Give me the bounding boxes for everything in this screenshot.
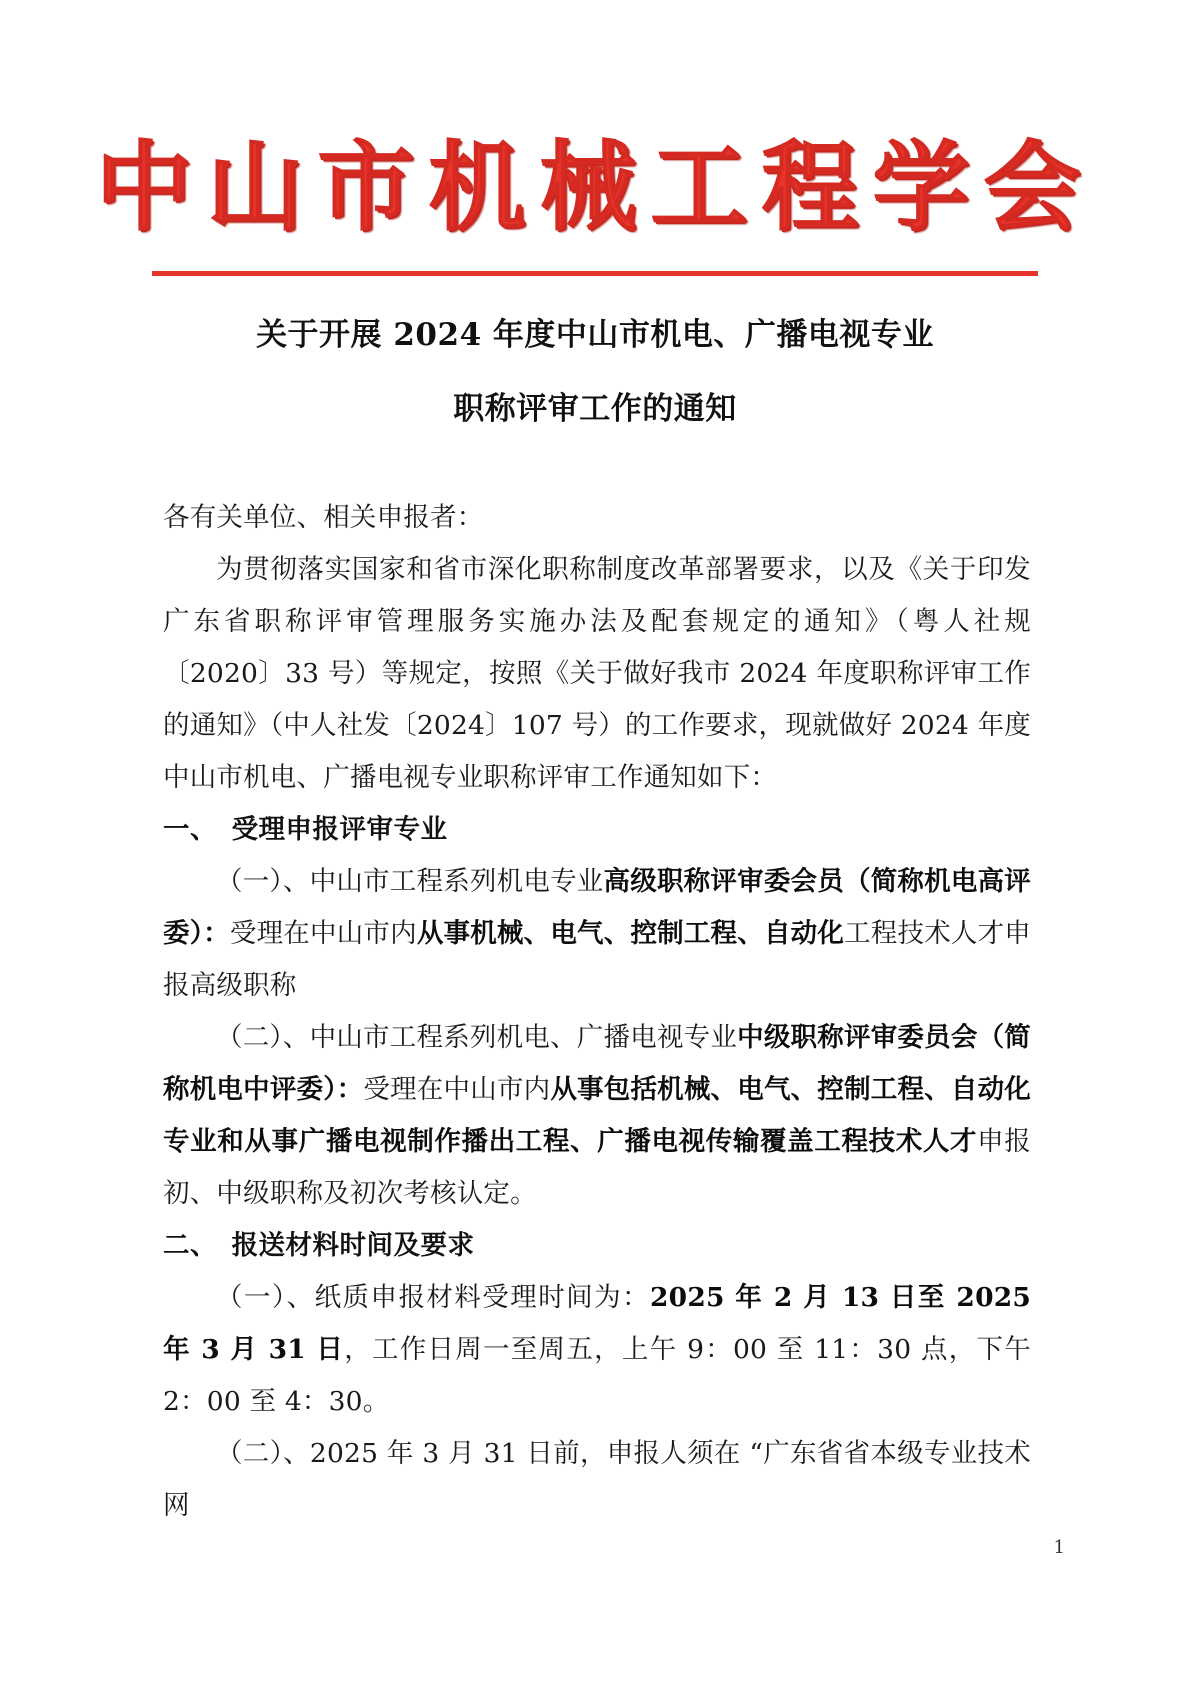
item-text-emphasis: 2025 年 2 月 13 日至 2025 年 3 月 31 日: [163, 1282, 1031, 1365]
section-title: 受理申报评审专业: [231, 814, 448, 845]
document-body: [163, 492, 1031, 1532]
section-item: [163, 1428, 1031, 1532]
item-label: （一）、: [216, 1282, 315, 1313]
item-text: 纸质申报材料受理时间为：: [314, 1282, 651, 1313]
title-line-2: 职称评审工作的通知: [453, 391, 737, 427]
section-number: 二、: [163, 1230, 217, 1261]
item-text-emphasis: 高级职称评审委会员（简称机电高评委）：: [163, 866, 1031, 949]
section-item: [163, 1012, 1031, 1220]
item-text: ，工作日周一至周五，上午 9：00 至 11：30 点，下午 2：00 至 4：30。: [163, 1334, 1031, 1417]
section-heading: [163, 804, 1031, 856]
intro-paragraph: 为贯彻落实国家和省市深化职称制度改革部署要求，以及《关于印发广东省职称评审管理服务实施办法及配套规定的通知》（粤人社规〔2020〕33 号）等规定，按照《关于做好我市 2024 年度职称评审工作的通知》（中人社发〔2024〕107 号）的工作要求，现就做好 2024 年度中山市机电、广播电视专业职称评审工作通知如下：: [163, 554, 1031, 793]
page-number: 1: [1053, 1537, 1065, 1558]
item-text: 2025 年 3 月 31 日前，申报人须在 “广东省省本级专业技术网: [163, 1438, 1031, 1521]
section-item: [163, 1272, 1031, 1428]
page-title: [0, 298, 1190, 446]
item-label: （一）、: [216, 866, 310, 897]
masthead: [0, 130, 1190, 244]
section-number: 一、: [163, 814, 217, 845]
section-heading: [163, 1220, 1031, 1272]
item-label: （二）、: [216, 1022, 310, 1053]
item-text: 受理在中山市内: [229, 918, 417, 949]
item-text-emphasis: 从事机械、电气、控制工程、自动化: [416, 918, 845, 949]
item-text: 工程技术人才申报高级职称: [163, 918, 1032, 1001]
section-list: [163, 804, 1031, 1532]
item-text: 中山市工程系列机电、广播电视专业: [309, 1022, 738, 1053]
organization-name: 中山市机械工程学会: [95, 130, 1095, 244]
salutation: 各有关单位、相关申报者：: [163, 502, 484, 533]
section-title: 报送材料时间及要求: [231, 1230, 475, 1261]
item-text: 中山市工程系列机电专业: [309, 866, 604, 897]
item-text: 受理在中山市内: [363, 1074, 551, 1105]
item-text-emphasis: 从事包括机械、电气、控制工程、自动化专业和从事广播电视制作播出工程、广播电视传输覆盖工程技术人才: [163, 1074, 1031, 1157]
masthead-divider: [152, 271, 1038, 276]
title-line-1: 关于开展 2024 年度中山市机电、广播电视专业: [256, 317, 934, 353]
item-text-emphasis: 中级职称评审委员会（简称机电中评委）：: [163, 1022, 1031, 1105]
section-item: [163, 856, 1031, 1012]
item-text: 申报初、中级职称及初次考核认定。: [163, 1126, 1031, 1209]
item-label: （二）、: [216, 1438, 310, 1469]
